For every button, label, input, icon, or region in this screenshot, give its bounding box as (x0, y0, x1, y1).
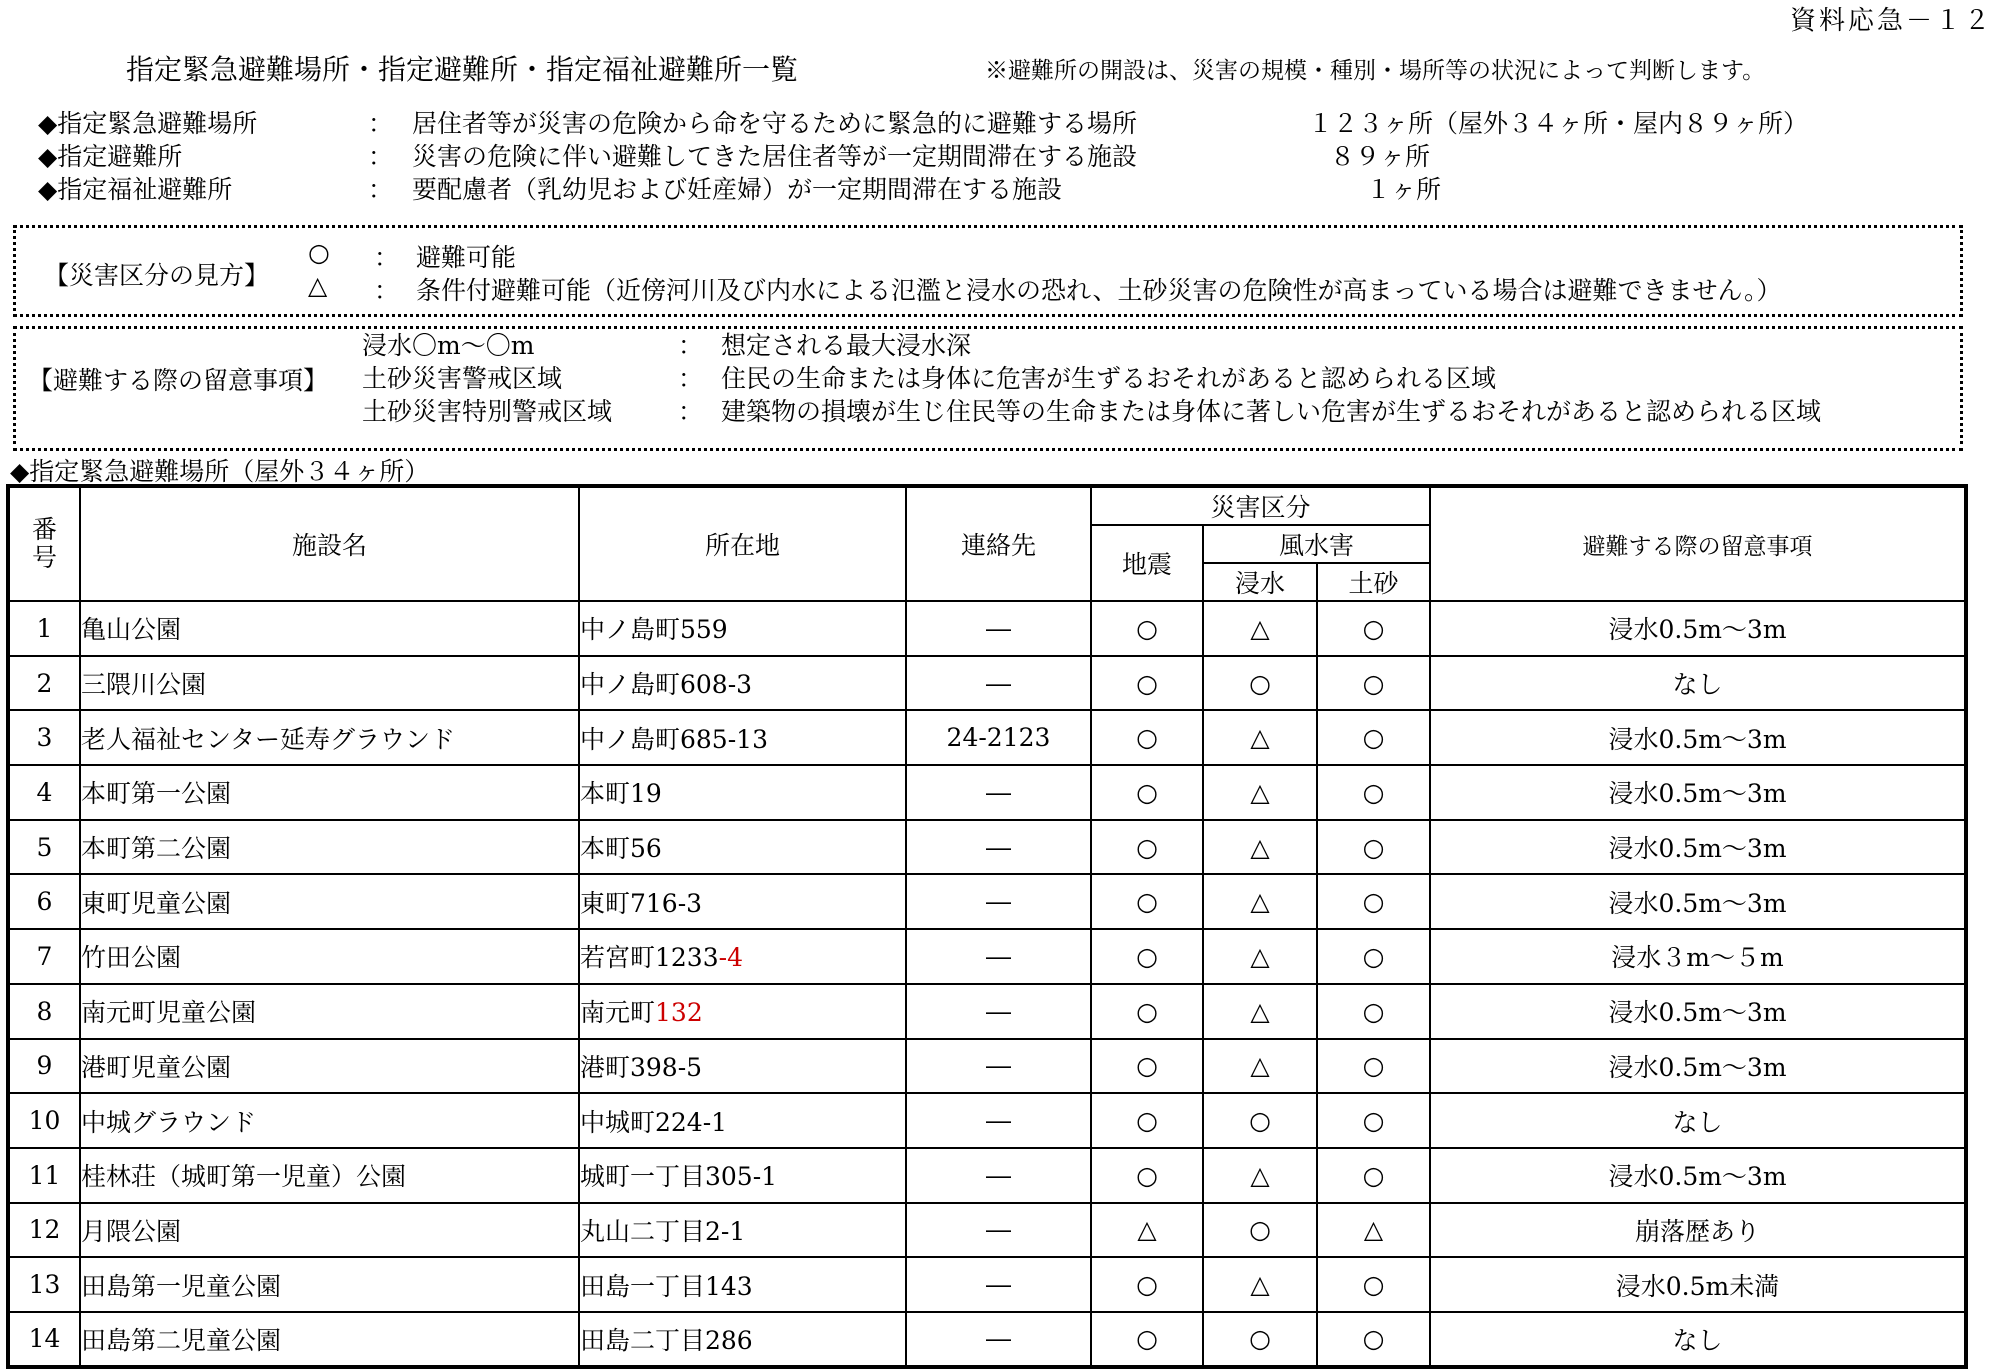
header-flood: 浸水 (1203, 563, 1317, 601)
row-name: 本町第二公園 (80, 820, 579, 875)
table-body (8, 601, 1966, 1367)
notes-item (16, 326, 1960, 360)
row-name: 中城グラウンド (80, 1093, 579, 1148)
notes-box (13, 326, 1963, 451)
row-name: 亀山公園 (80, 601, 579, 656)
row-name: 三隈川公園 (80, 656, 579, 711)
notes-label: 【避難する際の留意事項】 (28, 366, 329, 395)
table-row (8, 765, 1966, 820)
legend-text: 条件付避難可能（近傍河川及び内水による氾濫と浸水の恐れ、土砂災害の危険性が高まっている場合は避難できません。） (416, 276, 1782, 305)
legend-label: 【災害区分の見方】 (44, 261, 270, 290)
row-address (579, 601, 906, 656)
legend-item (16, 238, 1960, 272)
row-num: 10 (8, 1093, 80, 1148)
row-earthquake: ○ (1091, 1093, 1203, 1148)
row-address (579, 1312, 906, 1367)
notes-term: 土砂災害特別警戒区域 (362, 397, 613, 426)
row-notes: 浸水0.5m～3m (1430, 601, 1966, 656)
row-contact: ― (906, 1148, 1091, 1203)
row-num: 9 (8, 1039, 80, 1094)
row-num: 7 (8, 929, 80, 984)
row-earthquake: ○ (1091, 601, 1203, 656)
row-contact: ― (906, 1312, 1091, 1367)
row-flood: ○ (1203, 1093, 1317, 1148)
shelter-table (6, 484, 1968, 1369)
definition-description: 災害の危険に伴い避難してきた居住者等が一定期間滞在する施設 (412, 142, 1138, 171)
row-name: 東町児童公園 (80, 874, 579, 929)
definition-count: １ヶ所 (1366, 175, 1442, 204)
row-address-text: 本町19 (580, 779, 662, 809)
row-name: 港町児童公園 (80, 1039, 579, 1094)
row-notes: なし (1430, 1312, 1966, 1367)
row-num: 11 (8, 1148, 80, 1203)
row-num: 14 (8, 1312, 80, 1367)
row-flood: ○ (1203, 656, 1317, 711)
row-earthquake: ○ (1091, 710, 1203, 765)
row-landslide: ○ (1317, 1312, 1430, 1367)
row-flood: △ (1203, 601, 1317, 656)
row-earthquake: ○ (1091, 656, 1203, 711)
row-num: 12 (8, 1203, 80, 1258)
row-address (579, 984, 906, 1039)
row-earthquake: △ (1091, 1203, 1203, 1258)
notes-term: 土砂災害警戒区域 (362, 364, 563, 393)
row-flood: ○ (1203, 1312, 1317, 1367)
row-notes: 浸水0.5m～3m (1430, 1148, 1966, 1203)
row-name: 月隈公園 (80, 1203, 579, 1258)
row-earthquake: ○ (1091, 1257, 1203, 1312)
definition-colon: ： (368, 175, 394, 204)
row-name: 本町第一公園 (80, 765, 579, 820)
table-row (8, 984, 1966, 1039)
row-notes: 浸水0.5m～3m (1430, 765, 1966, 820)
row-contact: ― (906, 1039, 1091, 1094)
legend-text: 避難可能 (416, 243, 517, 272)
row-notes: 浸水0.5m～3m (1430, 984, 1966, 1039)
notes-item (16, 359, 1960, 393)
notes-term: 浸水〇m～〇m (362, 331, 535, 360)
row-contact: ― (906, 820, 1091, 875)
row-landslide: ○ (1317, 820, 1430, 875)
row-earthquake: ○ (1091, 1312, 1203, 1367)
row-address (579, 710, 906, 765)
row-address-text: 田島一丁目143 (580, 1271, 753, 1301)
legend-colon: ： (374, 243, 400, 272)
row-landslide: ○ (1317, 1093, 1430, 1148)
row-landslide: ○ (1317, 765, 1430, 820)
row-contact: ― (906, 601, 1091, 656)
row-address-text: 中ノ島町559 (580, 615, 728, 645)
row-notes: なし (1430, 1093, 1966, 1148)
row-address (579, 1203, 906, 1258)
row-address-text: 港町398-5 (580, 1052, 703, 1082)
table-row (8, 929, 1966, 984)
table-row (8, 1312, 1966, 1367)
header-landslide: 土砂 (1317, 563, 1430, 601)
header-notes: 避難する際の留意事項 (1430, 486, 1966, 601)
notes-colon: ： (678, 364, 704, 393)
definition-count: １２３ヶ所（屋外３４ヶ所・屋内８９ヶ所） (1308, 109, 1809, 138)
header-disaster: 災害区分 (1091, 486, 1430, 525)
table-row (8, 710, 1966, 765)
header-num: 番号 (8, 486, 80, 601)
row-name: 田島第二児童公園 (80, 1312, 579, 1367)
definition-term: ◆指定緊急避難場所 (38, 109, 258, 138)
row-flood: △ (1203, 984, 1317, 1039)
definition-colon: ： (368, 142, 394, 171)
notes-colon: ： (678, 331, 704, 360)
section-heading: ◆指定緊急避難場所（屋外３４ヶ所） (10, 457, 430, 486)
row-address (579, 1257, 906, 1312)
header-storm: 風水害 (1203, 525, 1430, 563)
row-notes: 浸水0.5m未満 (1430, 1257, 1966, 1312)
row-earthquake: ○ (1091, 1148, 1203, 1203)
row-address (579, 765, 906, 820)
row-contact: ― (906, 1257, 1091, 1312)
row-earthquake: ○ (1091, 820, 1203, 875)
row-contact: 24-2123 (906, 710, 1091, 765)
notes-text: 住民の生命または身体に危害が生ずるおそれがあると認められる区域 (721, 364, 1497, 393)
document-code: 資料応急－１２ (1789, 6, 1993, 36)
row-notes: 浸水0.5m～3m (1430, 874, 1966, 929)
table-row (8, 1148, 1966, 1203)
table-row (8, 874, 1966, 929)
row-notes: 崩落歴あり (1430, 1203, 1966, 1258)
notes-text: 想定される最大浸水深 (721, 331, 972, 360)
row-flood: △ (1203, 1148, 1317, 1203)
row-num: 13 (8, 1257, 80, 1312)
legend-symbol: △ (308, 271, 328, 300)
row-earthquake: ○ (1091, 874, 1203, 929)
row-name: 老人福祉センター延寿グラウンド (80, 710, 579, 765)
legend-symbol: ○ (308, 238, 330, 267)
row-address-text: 東町716-3 (580, 888, 703, 918)
row-address (579, 656, 906, 711)
row-address-red: 132 (655, 998, 703, 1028)
row-landslide: △ (1317, 1203, 1430, 1258)
row-contact: ― (906, 984, 1091, 1039)
notes-item (16, 392, 1960, 426)
row-num: 1 (8, 601, 80, 656)
row-num: 2 (8, 656, 80, 711)
row-address (579, 874, 906, 929)
definition-term: ◆指定避難所 (38, 142, 183, 171)
row-address-text: 中城町224-1 (580, 1107, 728, 1137)
row-address (579, 1148, 906, 1203)
row-address (579, 929, 906, 984)
row-address (579, 1039, 906, 1094)
row-flood: △ (1203, 820, 1317, 875)
row-landslide: ○ (1317, 874, 1430, 929)
row-contact: ― (906, 656, 1091, 711)
row-address-text: 田島二丁目286 (580, 1325, 753, 1355)
row-flood: △ (1203, 1039, 1317, 1094)
notes-colon: ： (678, 397, 704, 426)
table-row (8, 1039, 1966, 1094)
row-notes: 浸水0.5m～3m (1430, 820, 1966, 875)
table-row (8, 820, 1966, 875)
row-contact: ― (906, 874, 1091, 929)
definition-count: ８９ヶ所 (1330, 142, 1431, 171)
table-row (8, 1093, 1966, 1148)
row-flood: △ (1203, 874, 1317, 929)
notes-text: 建築物の損壊が生じ住民等の生命または身体に著しい危害が生ずるおそれがあると認められる区域 (721, 397, 1822, 426)
definition-description: 居住者等が災害の危険から命を守るために緊急的に避難する場所 (412, 109, 1138, 138)
row-contact: ― (906, 1093, 1091, 1148)
row-flood: △ (1203, 765, 1317, 820)
row-address-text: 中ノ島町608-3 (580, 670, 753, 700)
row-address-text: 若宮町1233 (580, 943, 719, 973)
page-title: 指定緊急避難場所・指定避難所・指定福祉避難所一覧 (126, 53, 799, 86)
row-flood: △ (1203, 710, 1317, 765)
row-name: 竹田公園 (80, 929, 579, 984)
row-earthquake: ○ (1091, 929, 1203, 984)
row-notes: 浸水３m～５m (1430, 929, 1966, 984)
row-landslide: ○ (1317, 601, 1430, 656)
row-landslide: ○ (1317, 984, 1430, 1039)
row-flood: ○ (1203, 1203, 1317, 1258)
definition-colon: ： (368, 109, 394, 138)
header-contact: 連絡先 (906, 486, 1091, 601)
row-address-red: -4 (718, 943, 743, 973)
row-address-text: 城町一丁目305-1 (580, 1162, 778, 1192)
definition-description: 要配慮者（乳幼児および妊産婦）が一定期間滞在する施設 (412, 175, 1063, 204)
header-address: 所在地 (579, 486, 906, 601)
table-row (8, 656, 1966, 711)
row-notes: 浸水0.5m～3m (1430, 710, 1966, 765)
row-landslide: ○ (1317, 1039, 1430, 1094)
row-num: 3 (8, 710, 80, 765)
page-note: ※避難所の開設は、災害の規模・種別・場所等の状況によって判断します。 (985, 58, 1766, 84)
row-flood: △ (1203, 929, 1317, 984)
row-notes: 浸水0.5m～3m (1430, 1039, 1966, 1094)
row-name: 南元町児童公園 (80, 984, 579, 1039)
row-contact: ― (906, 1203, 1091, 1258)
row-name: 桂林荘（城町第一児童）公園 (80, 1148, 579, 1203)
row-num: 6 (8, 874, 80, 929)
row-address-text: 中ノ島町685-13 (580, 724, 768, 754)
legend-colon: ： (374, 276, 400, 305)
row-contact: ― (906, 929, 1091, 984)
row-address-text: 本町56 (580, 834, 662, 864)
table-row (8, 1257, 1966, 1312)
row-landslide: ○ (1317, 1148, 1430, 1203)
table-row (8, 601, 1966, 656)
row-flood: △ (1203, 1257, 1317, 1312)
row-address (579, 820, 906, 875)
table-row (8, 1203, 1966, 1258)
row-name: 田島第一児童公園 (80, 1257, 579, 1312)
row-address (579, 1093, 906, 1148)
row-contact: ― (906, 765, 1091, 820)
row-earthquake: ○ (1091, 1039, 1203, 1094)
row-landslide: ○ (1317, 929, 1430, 984)
row-landslide: ○ (1317, 710, 1430, 765)
header-name: 施設名 (80, 486, 579, 601)
row-num: 4 (8, 765, 80, 820)
row-notes: なし (1430, 656, 1966, 711)
legend-item (16, 271, 1960, 305)
row-address-text: 丸山二丁目2-1 (580, 1216, 746, 1246)
row-num: 5 (8, 820, 80, 875)
row-address-text: 南元町 (580, 998, 656, 1028)
row-landslide: ○ (1317, 656, 1430, 711)
row-earthquake: ○ (1091, 765, 1203, 820)
legend-box (13, 225, 1963, 317)
row-earthquake: ○ (1091, 984, 1203, 1039)
row-landslide: ○ (1317, 1257, 1430, 1312)
definition-term: ◆指定福祉避難所 (38, 175, 233, 204)
row-num: 8 (8, 984, 80, 1039)
header-earthquake: 地震 (1091, 525, 1203, 601)
